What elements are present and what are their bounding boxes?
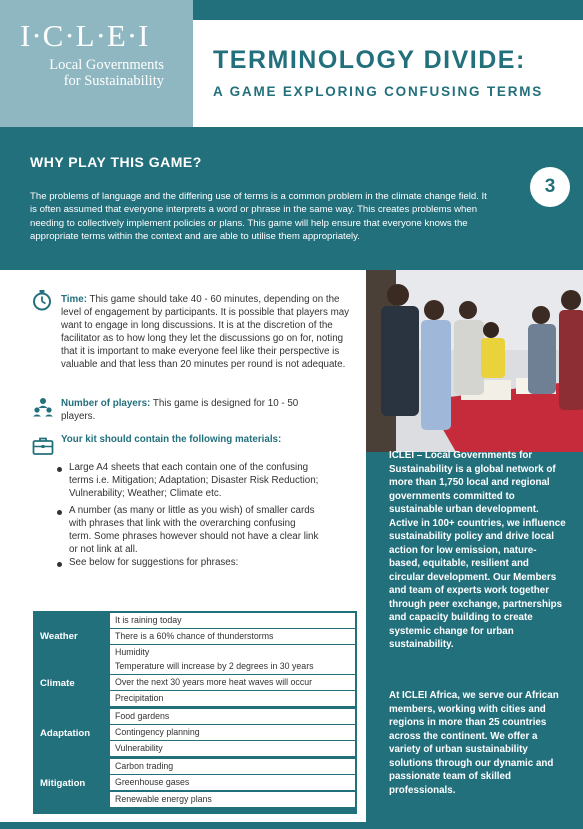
term-label-climate: Climate — [40, 677, 75, 689]
phrase-cell: Carbon trading — [110, 759, 355, 774]
time-paragraph — [61, 293, 351, 371]
time-text: This game should take 40 - 60 minutes, depending on the level of engagement by participants. It is possible that players may want to engage in long discussions. It is at the discretion of the facilitator as to how long they let the discussions go on for, noting that it is important to make everyone feel like their perspective is valuable and that less than 20 minutes per round is not adequate. — [61, 294, 350, 370]
term-label-weather: Weather — [40, 631, 78, 642]
kit-item: Large A4 sheets that each contain one of the confusing terms i.e. Mitigation; Adaptation; Disaster Risk Reduction; Vulnerability; Weather; Climate etc. — [69, 462, 319, 499]
term-label-adaptation: Adaptation — [40, 727, 91, 739]
players-label: Number of players: — [61, 398, 151, 409]
bullet — [57, 467, 62, 472]
workshop-photo — [366, 270, 583, 452]
page-number-badge: 3 — [530, 167, 570, 207]
about-paragraph: ICLEI – Local Governments for Sustainability is a global network of more than 1,750 local and regional governments committed to sustainable urban development. Active in 100+ countries, we influence sustainability policy and drive local action for low emission, nature-based, equitable, resilient and circular development. Our Members and team of experts work together through peer exchange, partnerships and capacity building to create systemic change for urban sustainability. — [389, 450, 566, 650]
players-paragraph — [61, 397, 311, 423]
phrase-cell: Temperature will increase by 2 degrees in 30 years — [110, 659, 355, 674]
phrase-cell: It is raining today — [110, 613, 355, 628]
phrase-cell: There is a 60% chance of thunderstorms — [110, 629, 355, 644]
bullet — [57, 510, 62, 515]
kit-item: A number (as many or little as you wish) of smaller cards with phrases that link with the overarching confusing term. Some phrases however should not have a clear link or not link at all. — [69, 505, 319, 555]
phrase-cell: Renewable energy plans — [110, 792, 355, 807]
kit-heading: Your kit should contain the following materials: — [61, 434, 282, 445]
page-subtitle: A GAME EXPLORING CONFUSING TERMS — [213, 84, 544, 99]
phrase-cell: Contingency planning — [110, 725, 355, 740]
time-label: Time: — [61, 294, 87, 305]
intro-text: The problems of language and the differing use of terms is a common problem in the climate change field. It is often assumed that everyone interprets a word or phrase in the same way. This creates problems when needing to collectively implement policies or plans. This game will help ensure that everyone knows the appropriate terms within the context and are able to utilise them appropriately. — [30, 191, 487, 243]
term-label-mitigation: Mitigation — [40, 777, 86, 789]
phrase-cell: Vulnerability — [110, 741, 355, 756]
logo-tagline: Local Governments for Sustainability — [49, 57, 164, 89]
people-icon — [32, 396, 54, 418]
phrase-cell: Humidity — [110, 645, 355, 660]
bullet — [57, 562, 62, 567]
stopwatch-icon — [31, 289, 53, 311]
phrase-cell: Over the next 30 years more heat waves will occur — [110, 675, 355, 690]
header-bar — [193, 0, 583, 20]
about-africa-paragraph: At ICLEI Africa, we serve our African members, working with cities and regions in more than 25 countries across the continent. We offer a variety of urban sustainability solutions through our dynamic and passionate team of skilled professionals. — [389, 690, 559, 796]
footer-bar — [0, 822, 583, 829]
page-title: TERMINOLOGY DIVIDE: — [213, 46, 526, 74]
phrase-cell: Food gardens — [110, 709, 355, 724]
iclei-logo: I·C·L·E·I — [20, 18, 150, 53]
intro-heading: WHY PLAY THIS GAME? — [30, 154, 202, 170]
briefcase-icon — [32, 435, 54, 457]
kit-item: See below for suggestions for phrases: — [69, 557, 239, 568]
phrase-cell: Precipitation — [110, 691, 355, 706]
players-text: This game is designed for 10 - 50 players. — [61, 398, 299, 422]
phrase-cell: Greenhouse gases — [110, 775, 355, 790]
